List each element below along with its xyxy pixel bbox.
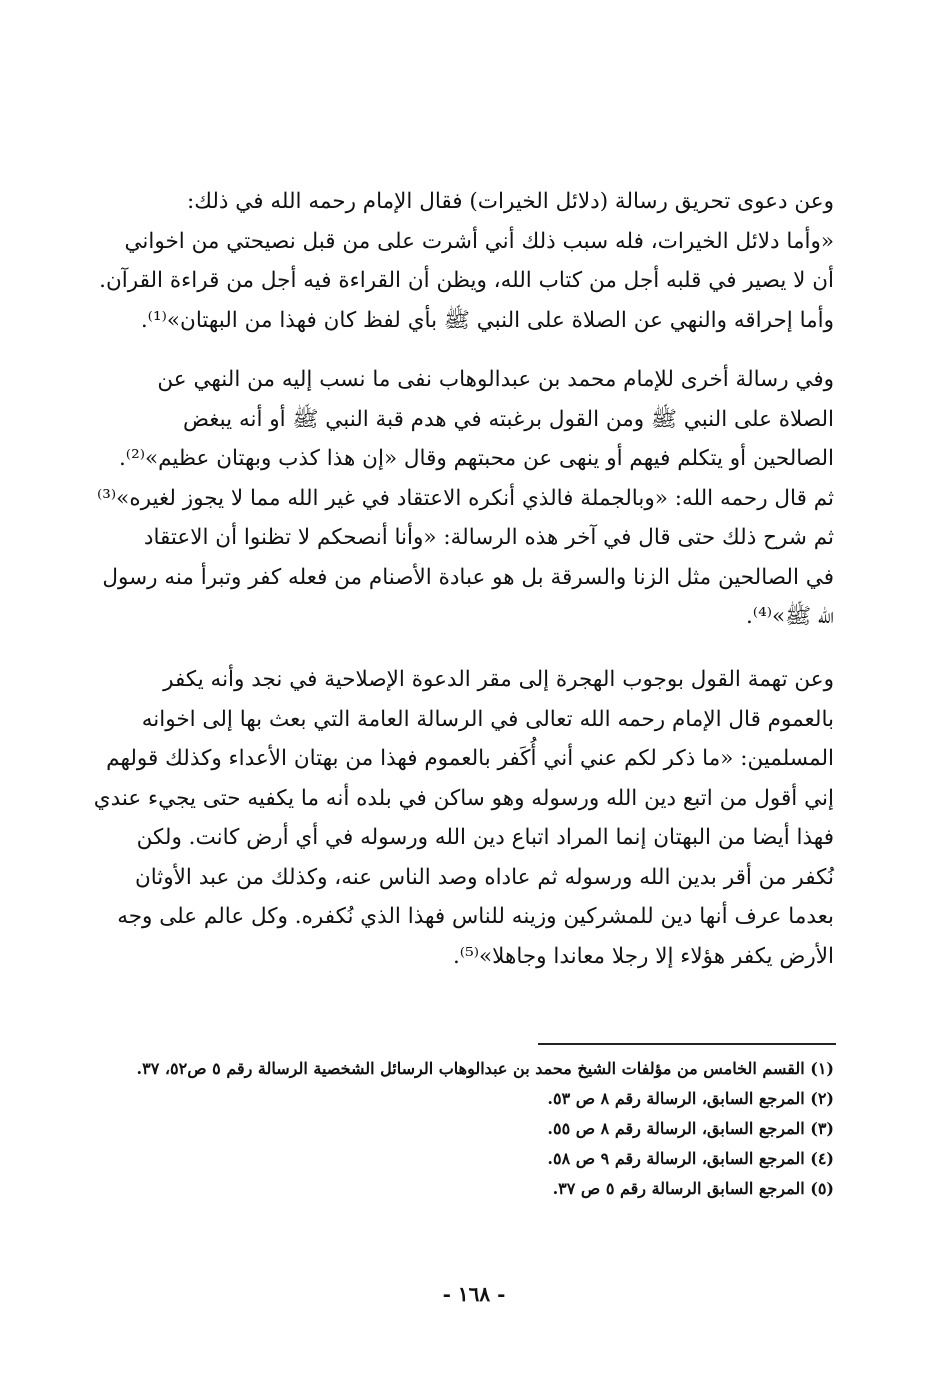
- text-line: بعدما عرف أنها دين للمشركين وزينه للناس فهذا الذي نُكفره. وكل عالم على وجه: [117, 904, 834, 929]
- text-line: بالعموم قال الإمام رحمه الله تعالى في الرسالة العامة التي بعث بها إلى اخوانه: [141, 706, 834, 732]
- paragraph-2: [97, 360, 834, 637]
- text-line: نُكفر من أقر بدين الله ورسوله ثم عاداه وصد الناس عنه، وكذلك من عبد الأوثان: [134, 864, 834, 890]
- text-line: الصالحين أو يتكلم فيهم أو ينهى عن محبتهم وقال «إن هذا كذب وبهتان عظيم»⁽²⁾.: [118, 446, 834, 471]
- text-line: في الصالحين مثل الزنا والسرقة بل هو عبادة الأصنام من فعله كفر وتبرأ منه رسول: [102, 564, 834, 590]
- text-line: الله ﷺ»⁽⁴⁾.: [745, 604, 834, 629]
- footnote-2: (٢) المرجع السابق، الرسالة رقم ٨ ص ٥٣.: [547, 1089, 834, 1108]
- paragraph-1: [99, 182, 834, 340]
- text-line: المسلمين: «ما ذكر لكم عني أني أُكَفر بالعموم فهذا من بهتان الأعداء وكذلك قولهم: [106, 746, 834, 771]
- text-line: أن لا يصير في قلبه أجل من كتاب الله، ويظن أن القراءة فيه أجل من قراءة القرآن.: [99, 268, 834, 293]
- text-line: «وأما دلائل الخيرات، فله سبب ذلك أني أشرت على من قبل نصيحتي من اخواني: [124, 228, 834, 254]
- text-line: إني أقول من اتبع دين الله ورسوله وهو ساكن في بلده أنه ما يكفيه حتى يجيء عندي: [93, 785, 834, 811]
- footnote-5: (٥) المرجع السابق الرسالة رقم ٥ ص ٣٧.: [552, 1179, 834, 1198]
- page-number: - ١٦٨ -: [442, 1282, 506, 1306]
- text-line: الصلاة على النبي ﷺ ومن القول برغبته في هدم قبة النبي ﷺ أو أنه يبغض: [182, 406, 834, 432]
- text-line: ثم قال رحمه الله: «وبالجملة فالذي أنكره الاعتقاد في غير الله مما لا يجوز لغيره»⁽³⁾: [97, 485, 834, 511]
- text-line: ثم شرح ذلك حتى قال في آخر هذه الرسالة: «وأنا أنصحكم لا تظنوا أن الاعتقاد: [143, 525, 834, 550]
- text-line: وعن تهمة القول بوجوب الهجرة إلى مقر الدعوة الإصلاحية في نجد وأنه يكفر: [163, 667, 834, 692]
- text-line: وفي رسالة أخرى للإمام محمد بن عبدالوهاب نفى ما نسب إليه من النهي عن: [157, 367, 834, 392]
- text-line: فهذا أيضا من البهتان إنما المراد اتباع دين الله ورسوله في أي أرض كانت. ولكن: [136, 825, 834, 850]
- footnote-3: (٣) المرجع السابق، الرسالة رقم ٨ ص ٥٥.: [547, 1119, 834, 1138]
- footnote-divider: [538, 1043, 836, 1045]
- paragraph-3: [93, 660, 834, 976]
- footnote-1: (١) القسم الخامس من مؤلفات الشيخ محمد بن عبدالوهاب الرسائل الشخصية الرسالة رقم ٥ ص٥٢، ٣٧.: [136, 1059, 834, 1078]
- footnotes: [118, 1054, 834, 1204]
- text-line: الأرض يكفر هؤلاء إلا رجلا معاندا وجاهلا»⁽⁵⁾.: [452, 943, 834, 969]
- footnote-4: (٤) المرجع السابق، الرسالة رقم ٩ ص ٥٨.: [547, 1149, 834, 1168]
- text-line: وأما إحراقه والنهي عن الصلاة على النبي ﷺ بأي لفظ كان فهذا من البهتان»⁽¹⁾.: [140, 307, 834, 333]
- text-line: وعن دعوى تحريق رسالة (دلائل الخيرات) فقال الإمام رحمه الله في ذلك:: [186, 189, 834, 214]
